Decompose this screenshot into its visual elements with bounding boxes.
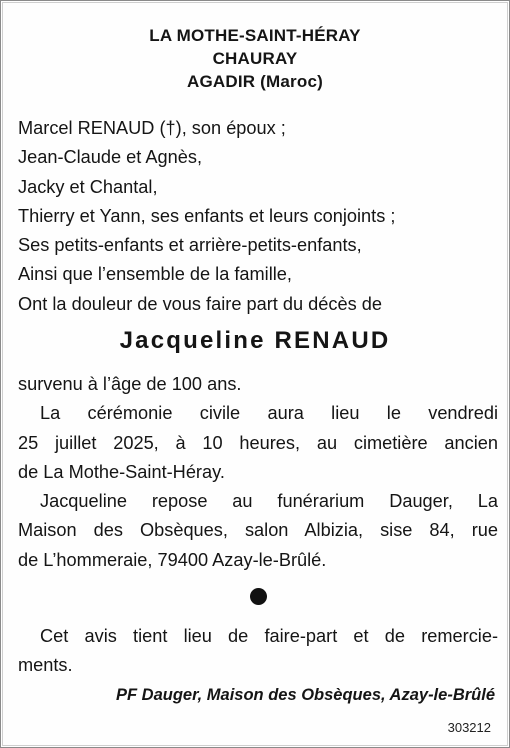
header-location-2: CHAURAY (212, 49, 298, 68)
family-line: Thierry et Yann, ses enfants et leurs conjoints ; (18, 205, 396, 226)
funeral-home-line: Jacqueline repose au funérarium Dauger, La (40, 491, 498, 512)
family-line: Jean-Claude et Agnès, (18, 147, 203, 168)
notice-details (18, 370, 498, 575)
deceased-name: Jacqueline RENAUD (119, 327, 391, 354)
notice-header (3, 24, 507, 93)
ceremony-line: de La Mothe-Saint-Héray. (18, 461, 225, 482)
closing-line: ments. (18, 655, 73, 676)
family-line: Ses petits-enfants et arrière-petits-enfants, (18, 235, 362, 256)
family-list (18, 114, 395, 319)
separator-dot (250, 588, 267, 605)
family-line: Jacky et Chantal, (18, 176, 158, 197)
funeral-home-line: Maison des Obsèques, salon Albizia, sise 84, rue (18, 520, 498, 541)
closing-text (18, 622, 498, 681)
reference-number: 303212 (447, 720, 491, 735)
family-line: Ont la douleur de vous faire part du décès de (18, 293, 382, 314)
age-line: survenu à l’âge de 100 ans. (18, 374, 242, 394)
obituary-notice (2, 2, 508, 746)
funeral-home-line: de L’hommeraie, 79400 Azay-le-Brûlé. (18, 549, 327, 570)
header-location-1: LA MOTHE-SAINT-HÉRAY (149, 26, 361, 45)
family-line: Ainsi que l’ensemble de la famille, (18, 264, 292, 285)
ceremony-line: La cérémonie civile aura lieu le vendredi (40, 403, 498, 424)
closing-line: Cet avis tient lieu de faire-part et de remercie- (40, 626, 498, 646)
ceremony-line: 25 juillet 2025, à 10 heures, au cimetière ancien (18, 432, 498, 453)
funeral-home-signature: PF Dauger, Maison des Obsèques, Azay-le-Brûlé (116, 686, 495, 704)
family-line: Marcel RENAUD (†), son époux ; (18, 118, 286, 138)
header-location-3: AGADIR (Maroc) (187, 72, 323, 91)
